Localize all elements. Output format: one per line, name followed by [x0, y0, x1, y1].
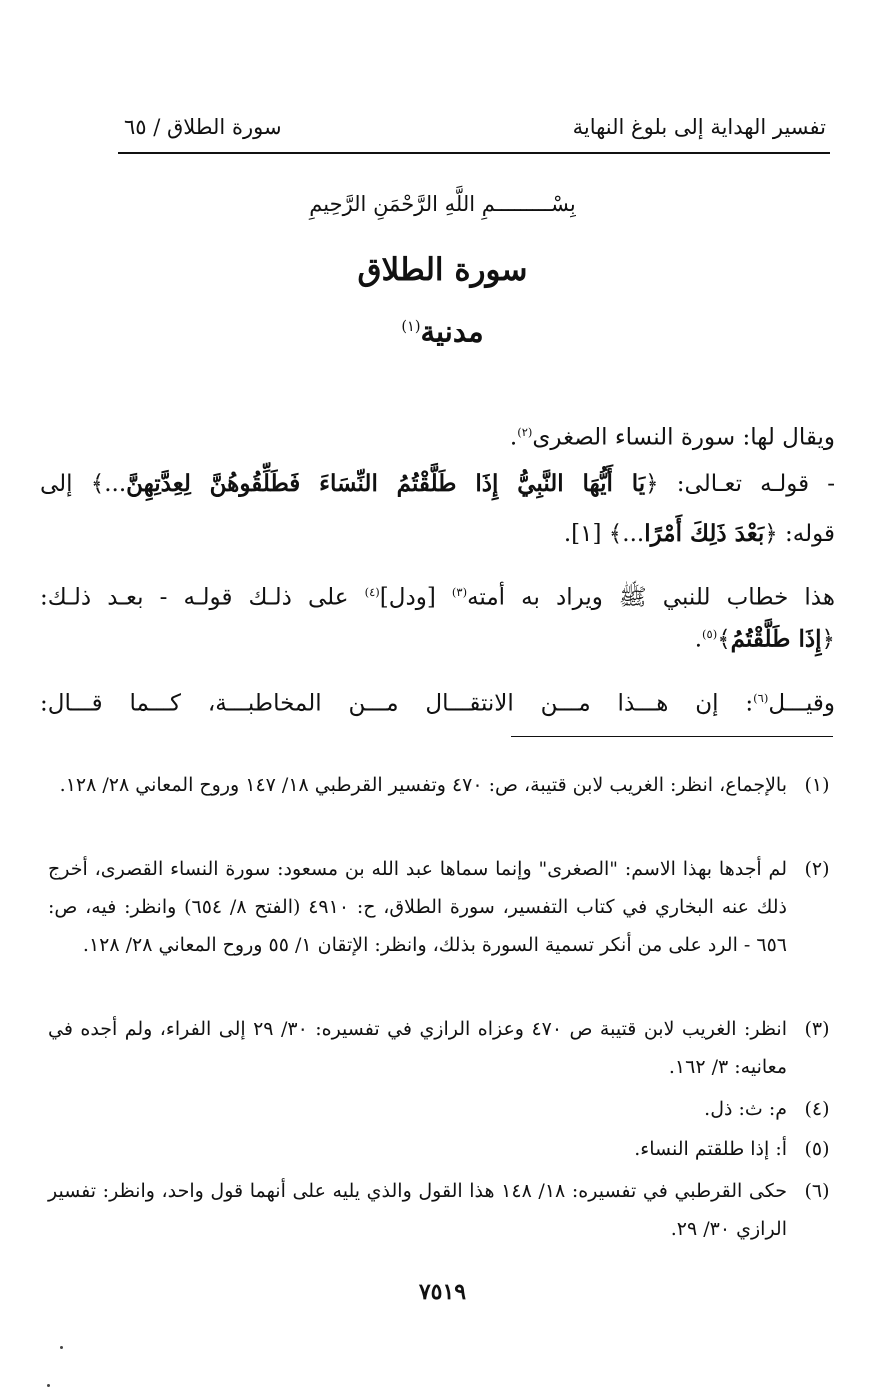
- quran-verse: إِذَا طَلَّقْتُمُ: [730, 625, 822, 653]
- footnote-number: (٤): [804, 1098, 830, 1120]
- revelation-type: [0, 306, 885, 353]
- body-text: .: [694, 626, 702, 653]
- footnote-number: (٢): [804, 858, 830, 880]
- body-text: وقيـــل: [768, 690, 835, 717]
- footnote-text: انظر: الغريب لابن قتيبة ص ٤٧٠ وعزاه الرازي في تفسيره: ٣٠/ ٢٩ إلى الفراء، ولم أجده في معانيه: ٣/ ١٦٢.: [48, 1018, 787, 1078]
- running-header: [118, 112, 830, 148]
- page-number: ٧٥١٩: [418, 1279, 467, 1305]
- footnote: [48, 1172, 837, 1248]
- footnote: [48, 850, 837, 964]
- body-text: - قولـه تعـالى: ﴿: [645, 471, 835, 497]
- footnote-ref: (٥): [702, 627, 718, 641]
- footnote-number: (٦): [804, 1180, 830, 1202]
- footnote-text: أ: إذا طلقتم النساء.: [634, 1138, 787, 1160]
- body-text: ﴾: [717, 626, 731, 653]
- footnote-separator: [511, 736, 833, 737]
- paragraph-address-line-2: [40, 616, 835, 658]
- footnote-ref: (٦): [753, 691, 769, 705]
- header-rule: [118, 152, 830, 154]
- body-text: ...﴾ [١].: [563, 521, 645, 547]
- revelation-type-text: مدنية: [420, 314, 484, 349]
- footnote: [48, 1010, 837, 1086]
- surah-page-label: سورة الطلاق / ٦٥: [124, 115, 282, 139]
- body-text: على ذلـك قولـه - بعـد ذلـك:: [40, 584, 365, 611]
- body-text: : إن هـــذا مـــن الانتقـــال مـــن المخاطبـــة، كـــما قـــال:: [40, 690, 754, 717]
- footnote-number: (٥): [804, 1138, 830, 1160]
- footnote: [48, 766, 837, 804]
- body-text: .: [509, 424, 518, 451]
- footnote: [48, 1090, 837, 1128]
- surah-title: سورة الطلاق: [357, 252, 528, 288]
- book-title: تفسير الهداية إلى بلوغ النهاية: [572, 115, 826, 139]
- footnote-number: (٣): [804, 1018, 830, 1040]
- footnote-ref: (٣): [451, 585, 468, 599]
- paragraph-address-line-1: [40, 574, 835, 616]
- verse-line-2: [40, 516, 835, 552]
- body-text: ...﴾ إلى: [40, 471, 127, 497]
- verse-line-1: [40, 466, 835, 502]
- body-text: ﴿: [821, 626, 835, 653]
- footnote-text: بالإجماع، انظر: الغريب لابن قتيبة، ص: ٤٧٠ وتفسير القرطبي ١٨/ ١٤٧ وروح المعاني ٢٨/ ١٢٨.: [59, 774, 787, 796]
- footnote-text: م: ث: ذل.: [704, 1098, 787, 1120]
- footnote-text: حكى القرطبي في تفسيره: ١٨/ ١٤٨ هذا القول والذي يليه على أنهما قول واحد، وانظر: تفسير الرازي ٣٠/ ٢٩.: [48, 1180, 787, 1240]
- footnote: [48, 1130, 837, 1168]
- body-text: هذا خطاب للنبي ﷺ ويراد به أمته: [467, 584, 835, 611]
- body-text: ويقال لها: سورة النساء الصغرى: [532, 424, 835, 451]
- scan-speck: [60, 1346, 63, 1349]
- footnote-ref: (٤): [364, 585, 380, 599]
- body-text: قوله: ﴿: [764, 521, 835, 547]
- footnote-ref: (٢): [517, 425, 533, 439]
- paragraph-other-name: [40, 414, 835, 456]
- footnote-ref: (١): [401, 319, 421, 335]
- footnote-text: لم أجدها بهذا الاسم: "الصغرى" وإنما سماها عبد الله بن مسعود: سورة النساء القصرى، أخرج ذلك عنه البخاري في كتاب التفسير، سورة الطلاق، ح: ٤٩١٠ (الفتح ٨/ ٦٥٤) وانظر: فيه، ص: ٦٥٦ - الرد على من أنكر تسمية السورة بذلك، وانظر: الإتقان ١/ ٥٥ وروح المعاني ٢٨/ ١٢٨.: [48, 858, 787, 956]
- footnote-number: (١): [804, 774, 830, 796]
- paragraph-transition: [40, 680, 835, 722]
- basmala: بِسْـــــــــمِ اللَّهِ الرَّحْمَنِ الرَّحِيمِ: [309, 192, 576, 216]
- quran-verse: بَعْدَ ذَلِكَ أَمْرًا: [644, 520, 765, 547]
- quran-verse: يَا أَيُّهَا النَّبِيُّ إِذَا طَلَّقْتُمُ النِّسَاءَ فَطَلِّقُوهُنَّ لِعِدَّتِهِنَّ: [126, 470, 646, 497]
- body-text: [ودل]: [379, 584, 452, 611]
